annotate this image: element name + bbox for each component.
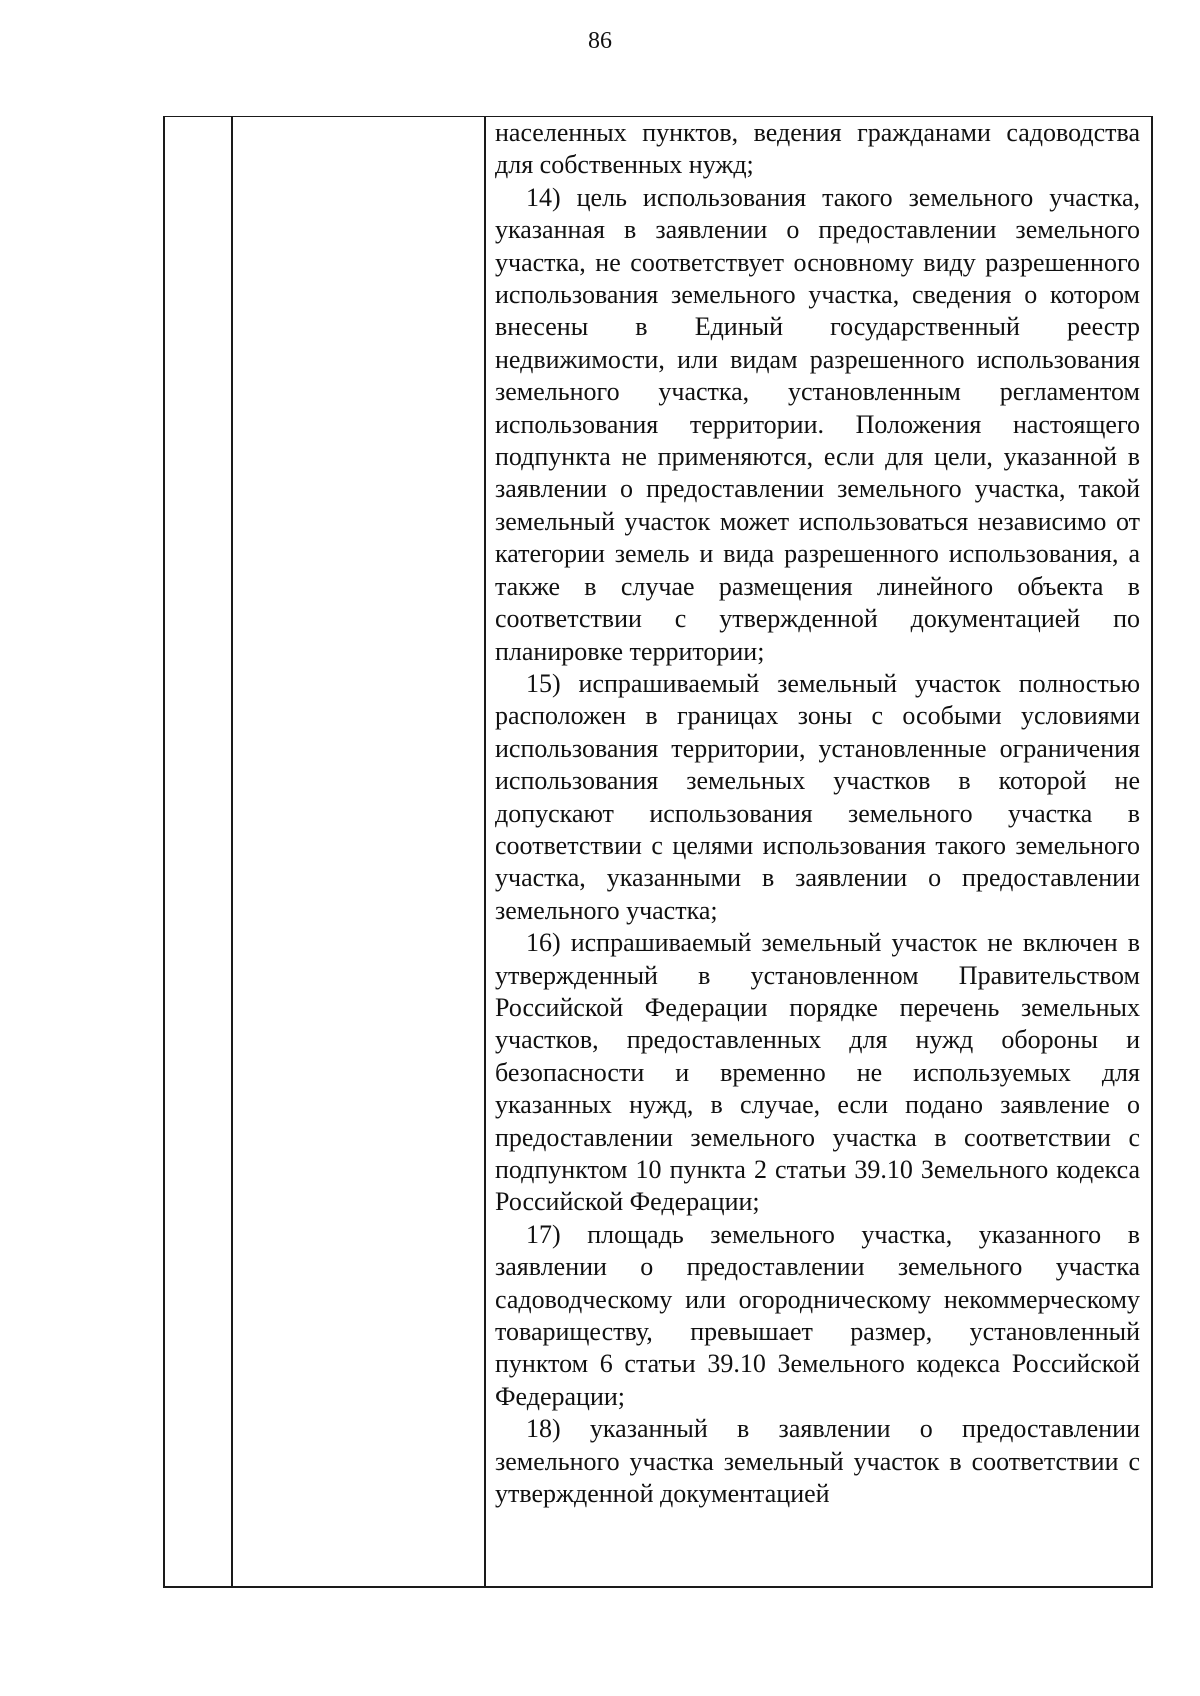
table-text-cell — [495, 117, 1140, 1585]
column-divider — [484, 116, 486, 1586]
page-number: 86 — [588, 28, 612, 54]
paragraph-item-16: 16) испрашиваемый земельный участок не включен в утвержденный в установленном Правительством Российской Федерации порядке перечень земельных участков, предоставленных для нужд обороны и безопасности и временно не используемых для указанных нужд, в случае, если подано заявление о предоставлении земельного участка в соответствии с подпунктом 10 пункта 2 статьи 39.10 Земельного кодекса Российской Федерации; — [495, 928, 1140, 1217]
column-divider — [231, 116, 233, 1586]
paragraph-item-18: 18) указанный в заявлении о предоставлении земельного участка земельный участок в соответствии с утвержденной документацией — [495, 1414, 1140, 1509]
paragraph-item-17: 17) площадь земельного участка, указанного в заявлении о предоставлении земельного участка садоводческому или огородническому некоммерческому товариществу, превышает размер, установленный пунктом 6 статьи 39.10 Земельного кодекса Российской Федерации; — [495, 1219, 1140, 1411]
paragraph-continuation: населенных пунктов, ведения гражданами садоводства для собственных нужд; — [495, 118, 1140, 180]
paragraph-item-15: 15) испрашиваемый земельный участок полностью расположен в границах зоны с особыми условиями использования территории, установленные ограничения использования земельных участков в которой не допускают использования земельного участка в соответствии с целями использования такого земельного участка, указанными в заявлении о предоставлении земельного участка; — [495, 668, 1140, 925]
document-table — [163, 116, 1153, 1588]
paragraph-item-14: 14) цель использования такого земельного участка, указанная в заявлении о предоставлении земельного участка, не соответствует основному виду разрешенного использования земельного участка, сведения о котором внесены в Единый государственный реестр недвижимости, или видам разрешенного использования земельного участка, установленным регламентом использования территории. Положения настоящего подпункта не применяются, если для цели, указанной в заявлении о предоставлении земельного участка, такой земельный участок может использоваться независимо от категории земель и вида разрешенного использования, а также в случае размещения линейного объекта в соответствии с утвержденной документацией по планировке территории; — [495, 182, 1140, 666]
